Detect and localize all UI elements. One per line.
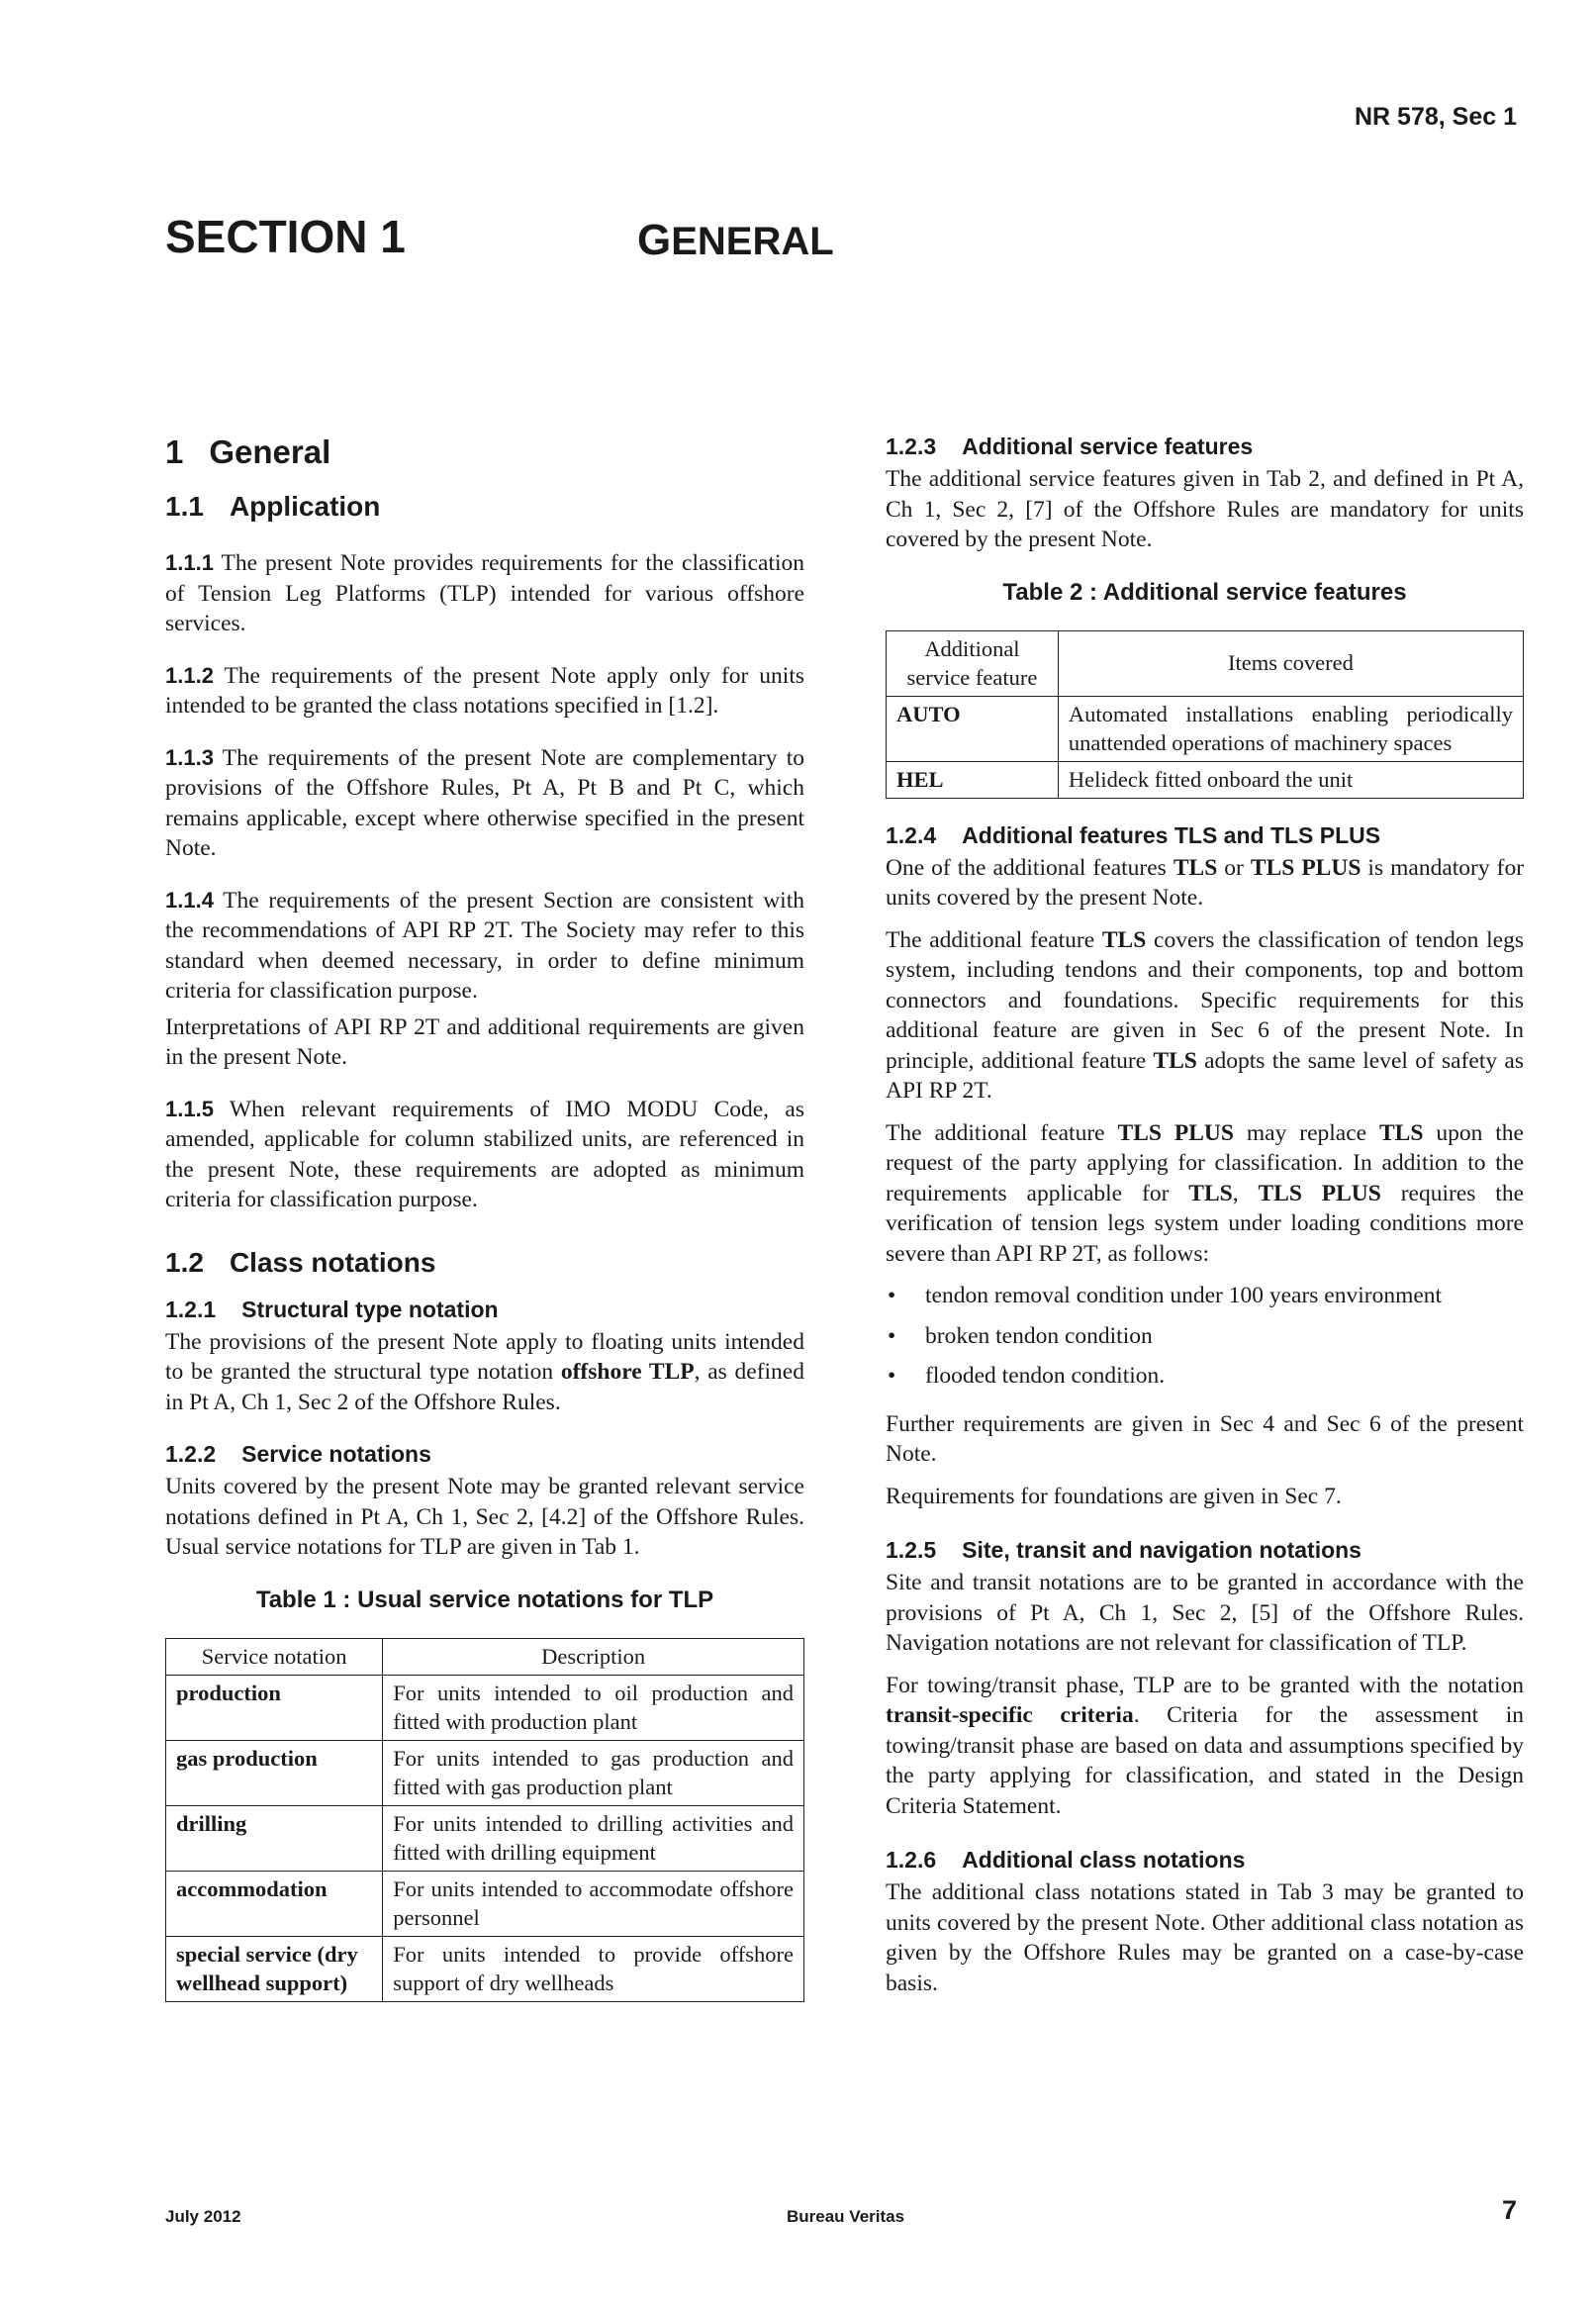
para-1-2-4-c: The additional feature TLS PLUS may replace TLS upon the request of the party applying for classification. In addition to the requirements applicable for TLS, TLS PLUS requires the verification of tension legs system under loading conditions more severe than API RP 2T, as follows: [886,1119,1524,1267]
page-number: 7 [1501,2195,1517,2225]
table-cell-notation: accommodation [166,1871,383,1936]
table-row [166,1675,804,1740]
footer-organization: Bureau Veritas [787,2207,905,2226]
table-cell-notation: gas production [166,1740,383,1805]
para-1-1-1: 1.1.1 The present Note provides requirements for the classification of Tension Leg Platforms (TLP) intended for various offshore services. [165,550,805,636]
table-cell-items: Helideck fitted onboard the unit [1058,761,1523,798]
table-cell-description: For units intended to oil production and fitted with production plant [383,1675,804,1740]
heading-1-2-4: 1.2.4 Additional features TLS and TLS PLUS [886,821,1381,848]
table-cell-feature: AUTO [887,696,1059,761]
heading-1-2-2: 1.2.2 Service notations [165,1441,431,1467]
section-title: SECTION 1 [165,211,406,262]
heading-1-2-1: 1.2.1 Structural type notation [165,1296,499,1322]
bullet-list [886,1281,1524,1392]
heading-1-2: 1.2 Class notations [165,1246,436,1278]
table-cell-description: For units intended to gas production and fitted with gas production plant [383,1740,804,1805]
table-header-row [887,630,1524,696]
table-cell-description: For units intended to accommodate offshore personnel [383,1871,804,1936]
footer-date: July 2012 [165,2207,241,2226]
right-column [886,433,1524,1998]
list-item: • broken tendon condition [886,1321,1524,1352]
para-1-2-4-b: The additional feature TLS covers the classification of tendon legs system, including tendons and their components, top and bottom connectors and foundations. Specific requirements for this additional feature are given in Sec 6 of the present Note. In principle, additional feature TLS adopts the same level of safety as API RP 2T. [886,926,1524,1104]
table-cell-description: For units intended to provide offshore support of dry wellheads [383,1936,804,2001]
para-1-1-2: 1.1.2 The requirements of the present Note apply only for units intended to be granted the class notations specified in [1.2]. [165,662,804,719]
left-column [165,433,804,2002]
table-row [166,1871,804,1936]
heading-1-2-3: 1.2.3 Additional service features [886,433,1254,459]
bullet-icon: • [888,1363,896,1389]
table-2-caption: Table 2 : Additional service features [1002,578,1407,606]
para-1-1-3: 1.1.3 The requirements of the present Note are complementary to provisions of the Offshore Rules, Pt A, Pt B and Pt C, which remains applicable, except where otherwise specified in the present Note. [165,744,805,861]
table-row [887,696,1524,761]
table-cell-description: For units intended to drilling activities and fitted with drilling equipment [383,1805,804,1871]
list-item: • flooded tendon condition. [886,1361,1524,1392]
table-row [166,1805,804,1871]
running-header: NR 578, Sec 1 [1355,103,1517,131]
section-name-initial: G [637,216,672,264]
para-1-2-4-a: One of the additional features TLS or TLS PLUS is mandatory for units covered by the present Note. [886,854,1525,911]
table-row [887,761,1524,798]
para-1-2-1: The provisions of the present Note apply to floating units intended to be granted the structural type notation offshore TLP, as defined in Pt A, Ch 1, Sec 2 of the Offshore Rules. [165,1328,804,1415]
table-header-row [166,1638,804,1675]
para-1-2-4-e: Requirements for foundations are given in Sec 7. [886,1483,1342,1509]
heading-1-2-5: 1.2.5 Site, transit and navigation notations [886,1537,1361,1563]
para-1-1-4: 1.1.4 The requirements of the present Section are consistent with the recommendations of API RP 2T. The Society may refer to this standard when deemed necessary, in order to define minimum criteria for classification purpose. [165,887,804,1004]
table-cell-items: Automated installations enabling periodically unattended operations of machinery spaces [1058,696,1523,761]
list-item: • tendon removal condition under 100 years environment [886,1281,1524,1311]
para-1-2-4-d: Further requirements are given in Sec 4 and Sec 6 of the present Note. [886,1410,1524,1467]
bullet-icon: • [888,1322,896,1349]
table-1-caption: Table 1 : Usual service notations for TLP [255,1586,714,1613]
table-header-cell: Description [383,1638,804,1675]
para-1-2-5-b: For towing/transit phase, TLP are to be granted with the notation transit-specific criteria. Criteria for the assessment in towing/transit phase are based on data and assumptions specified by the party applying for classification, and stated in the Design Criteria Statement. [886,1672,1524,1819]
heading-1-2-6: 1.2.6 Additional class notations [886,1847,1246,1873]
para-1-1-5: 1.1.5 When relevant requirements of IMO MODU Code, as amended, applicable for column stabilized units, are referenced in the present Note, these requirements are adopted as minimum criteria for classification purpose. [165,1096,804,1212]
para-1-2-6: The additional class notations stated in Tab 3 may be granted to units covered by the present Note. Other additional class notation as given by the Offshore Rules may be granted on a case-by-case basis. [886,1879,1524,1996]
heading-1-1: 1.1 Application [165,491,381,522]
section-name [637,216,834,265]
heading-1: 1 General [165,433,331,470]
para-1-2-3: The additional service features given in Tab 2, and defined in Pt A, Ch 1, Sec 2, [7] of the Offshore Rules are mandatory for units covered by the present Note. [886,466,1524,552]
table-row [166,1740,804,1805]
table-header-cell: Additional service feature [887,630,1059,696]
para-1-2-5-a: Site and transit notations are to be granted in accordance with the provisions of Pt A, Ch 1, Sec 2, [5] of the Offshore Rules. Navigation notations are not relevant for classification of TLP. [886,1570,1524,1656]
table-cell-notation: special service (dry wellhead support) [166,1936,383,2001]
bullet-icon: • [888,1283,896,1308]
table-row [166,1936,804,2001]
table-cell-notation: production [166,1675,383,1740]
para-1-2-2: Units covered by the present Note may be granted relevant service notations defined in Pt A, Ch 1, Sec 2, [4.2] of the Offshore Rules. Usual service notations for TLP are given in Tab 1. [165,1474,804,1560]
table-cell-notation: drilling [166,1805,383,1871]
section-name-rest: ENERAL [671,220,834,263]
table-2 [886,630,1524,799]
table-header-cell: Service notation [166,1638,383,1675]
para-1-1-4-continued: Interpretations of API RP 2T and additional requirements are given in the present Note. [165,1013,804,1070]
table-header-cell: Items covered [1058,630,1523,696]
table-1 [165,1638,804,2002]
table-cell-feature: HEL [887,761,1059,798]
